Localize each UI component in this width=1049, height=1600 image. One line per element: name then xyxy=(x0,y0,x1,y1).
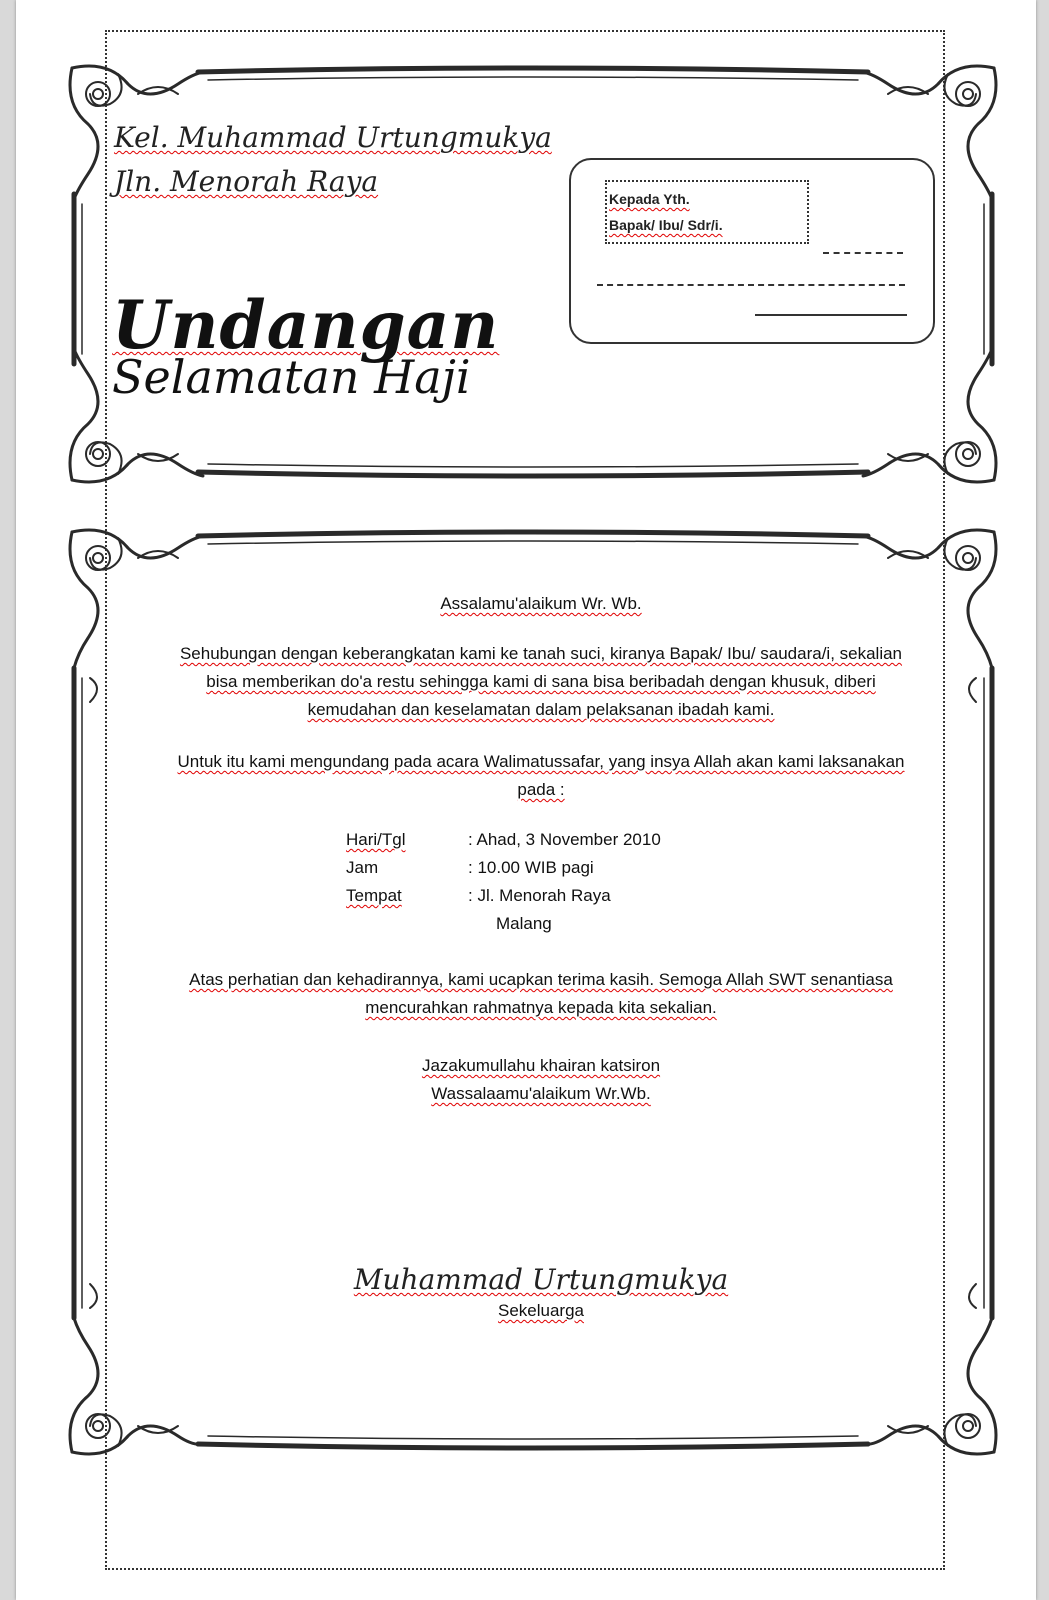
closing-line-1: Jazakumullahu khairan katsiron xyxy=(421,1056,661,1075)
signature-block xyxy=(316,1262,766,1324)
recipient-text-box[interactable] xyxy=(605,180,809,244)
detail-value: Malang xyxy=(496,914,552,933)
recipient-line-1: Kepada Yth. xyxy=(609,191,690,207)
sender-line-1: Kel. Muhammad Urtungmukya xyxy=(114,121,552,154)
detail-label: Tempat xyxy=(346,886,402,905)
address-dashed-line xyxy=(597,284,905,286)
address-solid-line xyxy=(755,314,907,316)
document-page xyxy=(16,0,1036,1600)
detail-value: : Jl. Menorah Raya xyxy=(468,886,611,905)
signature-family: Sekeluarga xyxy=(497,1301,584,1320)
paragraph-1: Sehubungan dengan keberangkatan kami ke tanah suci, kiranya Bapak/ Ibu/ saudara/i, sekalian bisa memberikan do'a restu sehingga kami di sana bisa beribadah dengan khusuk, diberi kemudahan dan keselamatan dalam pelaksanan ibadah kami. xyxy=(179,644,903,719)
detail-row-place xyxy=(346,882,746,910)
recipient-address-box xyxy=(569,158,935,344)
letter-body[interactable] xyxy=(166,590,916,1108)
title-main: Undangan xyxy=(112,286,500,364)
signature-name: Muhammad Urtungmukya xyxy=(353,1263,729,1296)
detail-value: : 10.00 WIB pagi xyxy=(468,858,594,877)
detail-row-place-continuation xyxy=(346,910,746,938)
detail-label: Hari/Tgl xyxy=(346,830,406,849)
paragraph-3: Atas perhatian dan kehadirannya, kami ucapkan terima kasih. Semoga Allah SWT senantiasa mencurahkan rahmatnya kepada kita sekalian. xyxy=(189,970,893,1017)
sender-line-2: Jln. Menorah Raya xyxy=(114,165,379,198)
detail-row-time xyxy=(346,854,746,882)
closing-line-2: Wassalaamu'alaikum Wr.Wb. xyxy=(431,1084,651,1103)
detail-row-date xyxy=(346,826,746,854)
title-sub: Selamatan Haji xyxy=(112,350,471,404)
paragraph-2: Untuk itu kami mengundang pada acara Walimatussafar, yang insya Allah akan kami laksanakan pada : xyxy=(177,752,905,799)
detail-label: Jam xyxy=(346,858,379,877)
address-dashed-line xyxy=(823,252,903,254)
detail-value: : Ahad, 3 November 2010 xyxy=(468,830,661,849)
greeting: Assalamu'alaikum Wr. Wb. xyxy=(440,594,642,613)
sender-address xyxy=(114,116,552,204)
invitation-title xyxy=(112,286,500,404)
event-details xyxy=(346,826,746,938)
recipient-line-2: Bapak/ Ibu/ Sdr/i. xyxy=(609,217,723,233)
